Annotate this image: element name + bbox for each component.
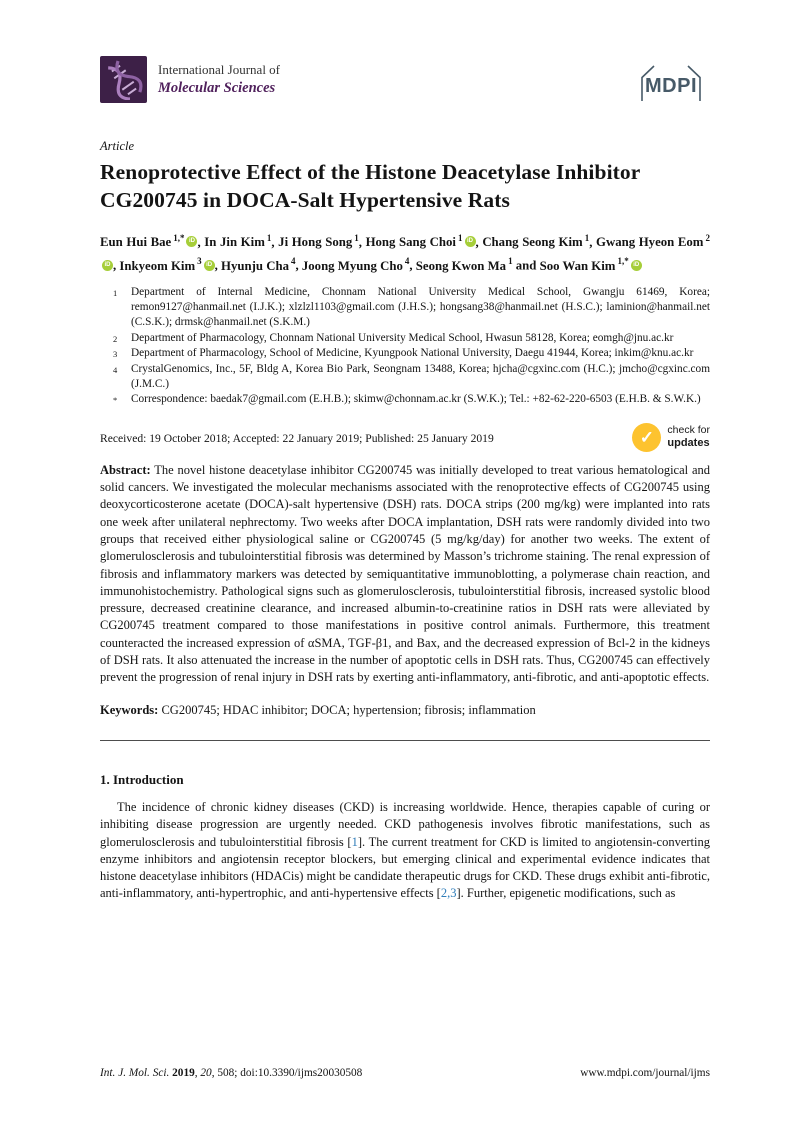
affiliation-text: Department of Pharmacology, Chonnam National University Medical School, Hwasun 58128, Korea; eomgh@jnu.ac.kr [131, 331, 674, 344]
orcid-icon[interactable]: iD [631, 260, 642, 271]
author-affiliation-sup: 1,* [173, 233, 185, 243]
affiliation-marker: 3 [113, 349, 118, 360]
affiliation-row [100, 331, 710, 346]
page-header [100, 56, 710, 113]
journal-name-line1: International Journal of [158, 62, 281, 78]
page-footer [100, 1067, 710, 1079]
affiliation-text: Department of Internal Medicine, Chonnam National University Medical School, Gwangju 61469, Korea; remon9127@hanmail.net (I.J.K.); xlzlzl1103@gmail.com (J.H.S.); hongsang38@hanmail.net (H.S.C.); laminion@hanmail.net (C.S.K.); drmsk@hanmail.net (S.K.M.) [131, 285, 710, 329]
journal-name-line2: Molecular Sciences [158, 79, 276, 96]
check-badge-line2: updates [667, 437, 710, 449]
author-name: Joong Myung Cho $^4$ [301, 256, 410, 273]
mdpi-logo-text: MDPI [645, 75, 697, 97]
author-name: Gwang Hyeon Eom $^2$iD [100, 235, 710, 272]
author-name: Eun Hui Bae $^{1,*}$ iD [100, 235, 197, 249]
author-affiliation-sup: 1 [508, 256, 513, 267]
author-affiliation-sup: 4 [404, 256, 410, 267]
author-affiliation-sup: 1 [266, 233, 272, 243]
affiliation-row [100, 346, 710, 361]
orcid-icon[interactable]: iD [465, 236, 476, 247]
check-icon [632, 423, 661, 452]
author-name: Hyunju Cha $^4$ [221, 256, 296, 273]
check-badge-line1: check for [667, 424, 710, 437]
citation-link[interactable]: 1 [351, 834, 358, 849]
author-affiliation-sup: 1 [584, 233, 590, 243]
affiliation-text: Correspondence: baedak7@gmail.com (E.H.B.); skimw@chonnam.ac.kr (S.W.K.); Tel.: +82-62-220-6503 (E.H.B. & S.W.K.) [131, 393, 701, 406]
affiliation-marker: 1 [113, 287, 118, 298]
keywords [100, 702, 710, 719]
dna-icon [104, 60, 144, 100]
author-affiliation-sup: 4 [290, 256, 296, 267]
affiliation-marker: 4 [113, 364, 118, 375]
orcid-icon[interactable]: iD [102, 260, 113, 271]
author-affiliation-sup: 3 [197, 256, 202, 267]
abstract [100, 462, 710, 687]
journal-name [158, 62, 280, 96]
section-divider [100, 740, 710, 741]
footer-journal-url[interactable]: www.mdpi.com/journal/ijms [580, 1067, 710, 1079]
intro-paragraph: The incidence of chronic kidney diseases (CKD) is increasing worldwide. Hence, therapies capable of curing or inhibiting disease progression are urgently needed. CKD pathogenesis involves fibrotic manifestations, such as glomerulosclerosis and tubulointerstitial fibrosis [1]. The current treatment for CKD is limited to angiotensin-converting enzyme inhibitors and angiotensin receptor blockers, but emerging clinical and experimental evidence indicates that histone deacetylase inhibitors (HDACis) might be candidate therapeutic drugs for CKD. These drugs exhibit anti-fibrotic, anti-inflammatory, anti-hypertrophic, and anti-hypertensive effects [2,3]. Further, epigenetic modifications, such as [100, 799, 710, 901]
article-type-label: Article [100, 139, 135, 153]
citation-link[interactable]: 2,3 [440, 886, 457, 901]
publication-dates: Received: 19 October 2018; Accepted: 22 January 2019; Published: 25 January 2019 [100, 431, 494, 445]
author-name: Soo Wan Kim $^{1,*}$ iD [540, 259, 642, 273]
author-name: Chang Seong Kim $^1$ [482, 233, 590, 250]
orcid-icon[interactable]: iD [204, 260, 215, 271]
mdpi-logo [632, 60, 710, 113]
orcid-icon[interactable]: iD [186, 236, 197, 247]
author-name: In Jin Kim $^1$ [204, 233, 272, 250]
author-name: Inkyeom Kim $^3$ iD [119, 259, 214, 273]
abstract-text: The novel histone deacetylase inhibitor CG200745 was initially developed to treat various hematological and solid cancers. We investigated the molecular mechanisms associated with the renoprotective effects of CG200745 using deoxycorticosterone acetate (DOCA)-salt hypertensive (DSH) rats. DOCA strips (200 mg/kg) were implanted into rats one week after unilateral nephrectomy. Two weeks after DOCA implantation, DSH rats were randomly divided into two groups that received either physiological saline or CG200745 (5 mg/kg/day) for another two weeks. The extent of glomerulosclerosis and tubulointerstitial fibrosis was determined by Masson’s trichrome staining. The renal expression of fibrosis and inflammatory markers was detected by semiquantitative immunoblotting, a polymerase chain reaction, and immunohistochemistry. Pathological signs such as glomerulosclerosis, tubulointerstitial fibrosis, increased systolic blood pressure, decreased creatinine clearance, and increased albumin-to-creatinine ratios in DSH rats were alleviated by CG200745 treatment compared to those manifestations in positive control animals. Furthermore, this treatment counteracted the increased expression of αSMA, TGF-β1, and Bax, and the decreased expression of Bcl-2 in the kidneys of DSH rats. It also attenuated the increase in the number of apoptotic cells in DSH rats. Thus, CG200745 can effectively prevent the progression of renal injury in DSH rats by exerting anti-inflammatory, anti-fibrotic, and anti-apoptotic effects. [100, 462, 710, 685]
check-glyph: ✓ [639, 427, 655, 447]
keywords-text: CG200745; HDAC inhibitor; DOCA; hypertension; fibrosis; inflammation [161, 702, 536, 717]
check-badge-text [667, 425, 710, 449]
affiliation-marker: * [113, 395, 118, 406]
journal-brand [100, 56, 280, 103]
author-affiliation-sup: 1 [354, 233, 359, 243]
affiliation-row [100, 285, 710, 331]
footer-citation: Int. J. Mol. Sci. 2019, 20, 508; doi:10.3390/ijms20030508 [100, 1067, 363, 1079]
affiliation-text: Department of Pharmacology, School of Medicine, Kyungpook National University, Daegu 41944, Korea; inkim@knu.ac.kr [131, 347, 694, 360]
author-name: Hong Sang Choi $^1$ iD [366, 235, 476, 249]
section-heading-introduction: 1. Introduction [100, 771, 184, 787]
affiliation-row [100, 362, 710, 393]
paper-title: Renoprotective Effect of the Histone Deacetylase Inhibitor CG200745 in DOCA-Salt Hypertensive Rats [100, 160, 641, 212]
affiliation-row [100, 392, 710, 407]
affiliation-text: CrystalGenomics, Inc., 5F, Bldg A, Korea Bio Park, Seongnam 13488, Korea; hjcha@cgxinc.com (H.C.); jmcho@cgxinc.com (J.M.C.) [131, 362, 710, 390]
affiliation-list [100, 285, 710, 408]
author-affiliation-sup: 1 [458, 233, 463, 243]
ijms-logo [100, 56, 147, 103]
check-for-updates-badge[interactable] [632, 423, 710, 452]
author-affiliation-sup: 1,* [617, 256, 629, 267]
author-name: Ji Hong Song $^1$ [278, 233, 359, 250]
author-name: Seong Kwon Ma $^1$ [415, 256, 513, 273]
author-list: Eun Hui Bae $^{1,*}$ iD , In Jin Kim $^1$, Ji Hong Song $^1$, Hong Sang Choi $^1$ iD , Chang Seong Kim $^1$, Gwang Hyeon Eom $^2$iD , Inkyeom Kim $^3$ iD , Hyunju Cha $^4$, Joong Myung Cho $^4$, Seong Kwon Ma $^1$ and Soo Wan Kim $^{1,*}$ iD [100, 233, 710, 273]
keywords-label: Keywords: [100, 702, 159, 717]
author-affiliation-sup: 2 [705, 233, 710, 243]
affiliation-marker: 2 [113, 333, 118, 344]
dates-row [100, 425, 710, 452]
abstract-label: Abstract: [100, 462, 151, 477]
